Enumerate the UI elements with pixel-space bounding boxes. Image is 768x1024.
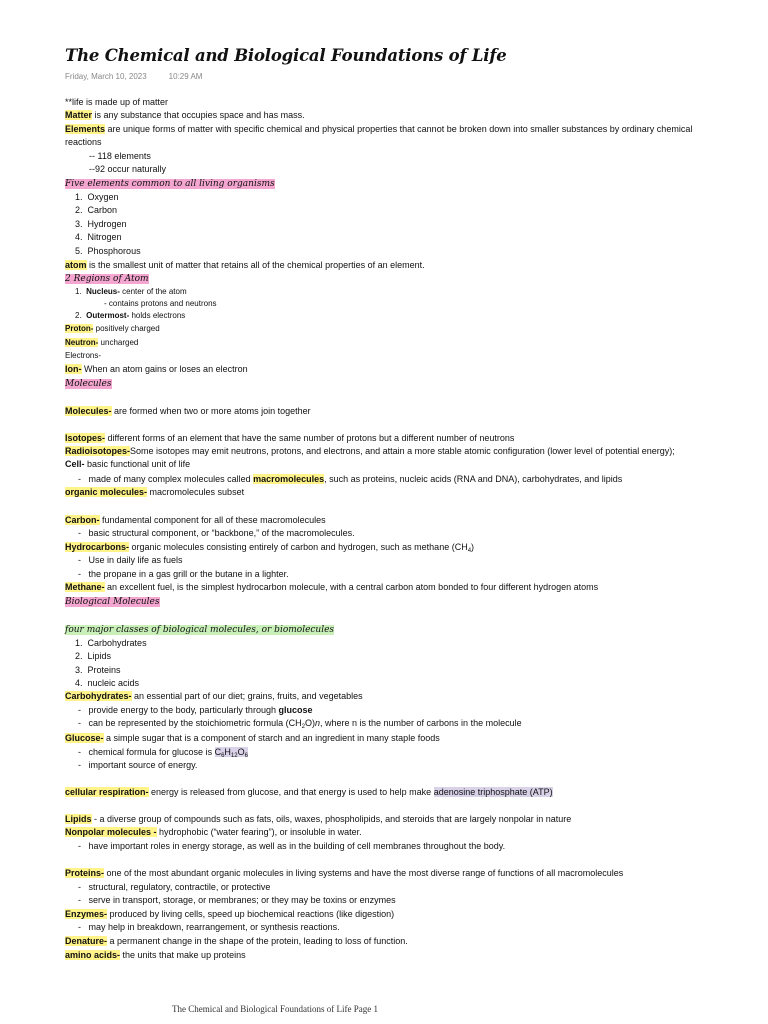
- four-classes-heading: [65, 623, 334, 636]
- list-number: 2.: [75, 311, 82, 320]
- proteins-line: [65, 867, 623, 879]
- list-text: Hydrogen: [87, 219, 127, 229]
- outermost-text: holds electrons: [129, 311, 186, 320]
- bullet-text: structural, regulatory, contractile, or protective: [88, 882, 271, 892]
- proton-text: positively charged: [93, 324, 160, 333]
- radioisotopes-text: Some isotopes may emit neutrons, protons, and electrons, and attain a more stable atomic configuration (lower level of potential energy);: [130, 446, 675, 456]
- bullet-dash: -: [78, 841, 81, 851]
- enzymes-bullet: [78, 921, 340, 933]
- atom-term: atom: [65, 260, 87, 270]
- methane-term: Methane-: [65, 582, 105, 592]
- denature-term: Denature-: [65, 936, 108, 946]
- macromolecules-term: macromolecules: [253, 474, 325, 484]
- hydrocarbons-line: [65, 541, 474, 553]
- carbon-text: fundamental component for all of these macromolecules: [99, 515, 326, 525]
- bullet-dash: -: [78, 718, 81, 728]
- lipids-text: - a diverse group of compounds such as fats, oils, waxes, phospholipids, and steroids that are largely nonpolar in nature: [91, 814, 572, 824]
- list-text: Nitrogen: [87, 232, 122, 242]
- bullet-dash: -: [78, 882, 81, 892]
- isotopes-term: Isotopes-: [65, 433, 106, 443]
- proton-line: [65, 323, 160, 335]
- subscript: 6: [244, 753, 248, 759]
- proton-term: Proton-: [65, 324, 94, 333]
- list-item: [75, 204, 117, 216]
- region-outermost: [75, 310, 185, 322]
- glucose-text: a simple sugar that is a component of starch and an ingredient in many staple foods: [103, 733, 440, 743]
- list-item: [75, 231, 122, 243]
- region-nucleus: [75, 286, 187, 298]
- glucose-line: [65, 732, 440, 744]
- list-number: 4.: [75, 678, 83, 688]
- list-item: [75, 650, 111, 662]
- list-item: [75, 245, 141, 257]
- molecules-heading-text: Molecules: [65, 379, 112, 389]
- hydrocarbons-text: organic molecules consisting entirely of carbon and hydrogen, such as methane (CH: [129, 542, 468, 552]
- list-number: 1.: [75, 287, 82, 296]
- hydrocarbons-end: ): [471, 542, 475, 552]
- cell-term: Cell-: [65, 459, 85, 469]
- carbohydrates-bullet-1: [78, 704, 312, 716]
- list-item: [75, 637, 147, 649]
- list-number: 1.: [75, 192, 83, 202]
- elements-text: are unique forms of matter with specific chemical and physical properties that cannot be broken down into smaller substances by ordinary chemical: [105, 124, 693, 134]
- list-item: [75, 664, 121, 676]
- respiration-term: cellular respiration-: [65, 787, 149, 797]
- regions-heading: [65, 272, 149, 285]
- carbohydrates-line: [65, 690, 363, 702]
- atp-term: adenosine triphosphate (ATP): [433, 787, 553, 797]
- ion-term: Ion-: [65, 364, 82, 374]
- cell-bullet-text: made of many complex molecules called: [88, 474, 254, 484]
- formula-part: O: [237, 747, 245, 757]
- carbon-term: Carbon-: [65, 515, 100, 525]
- matter-text: is any substance that occupies space and has mass.: [92, 110, 305, 120]
- enzymes-term: Enzymes-: [65, 909, 108, 919]
- carbon-bullet: [78, 527, 355, 539]
- list-number: 3.: [75, 219, 83, 229]
- amino-term: amino acids-: [65, 950, 121, 960]
- atom-line: [65, 259, 425, 271]
- page-date: Friday, March 10, 2023: [65, 72, 147, 81]
- glucose-bold: glucose: [278, 705, 313, 715]
- page-time: 10:29 AM: [168, 72, 203, 81]
- bullet-text: may help in breakdown, rearrangement, or synthesis reactions.: [88, 922, 340, 932]
- elements-sub-1: -- 118 elements: [89, 151, 151, 161]
- radioisotopes-term: Radioisotopes-: [65, 446, 131, 456]
- lipids-term: Lipids: [65, 814, 92, 824]
- hydrocarbons-bullet-2: [78, 568, 289, 580]
- respiration-text: energy is released from glucose, and that energy is used to help make: [148, 787, 434, 797]
- bullet-dash: -: [78, 895, 81, 905]
- list-number: 2.: [75, 205, 83, 215]
- glucose-bullet-1: [78, 746, 248, 758]
- nucleus-term: Nucleus-: [86, 287, 120, 296]
- bullet-dash: -: [78, 528, 81, 538]
- bullet-text: the propane in a gas grill or the butane in a lighter.: [88, 569, 289, 579]
- list-text: Proteins: [87, 665, 121, 675]
- regions-heading-text: 2 Regions of Atom: [65, 274, 149, 284]
- list-text: Lipids: [87, 651, 112, 661]
- molecules-term: Molecules-: [65, 406, 112, 416]
- glucose-formula: [215, 747, 248, 757]
- elements-line: [65, 123, 692, 135]
- list-text: Carbon: [87, 205, 118, 215]
- bio-heading-text: Biological Molecules: [65, 597, 160, 607]
- four-classes-heading-text: four major classes of biological molecules, or biomolecules: [65, 625, 335, 635]
- nonpolar-bullet: [78, 840, 505, 852]
- formula-part: H: [224, 747, 231, 757]
- isotopes-line: [65, 432, 514, 444]
- page-footer: The Chemical and Biological Foundations of Life Page 1: [172, 1004, 378, 1014]
- bullet-text: Use in daily life as fuels: [88, 555, 183, 565]
- denature-line: [65, 935, 408, 947]
- hydrocarbons-bullet-1: [78, 554, 183, 566]
- list-item: [75, 218, 127, 230]
- nonpolar-term: Nonpolar molecules -: [65, 827, 157, 837]
- bullet-dash: -: [78, 747, 81, 757]
- list-number: 2.: [75, 651, 83, 661]
- neutron-term: Neutron-: [65, 338, 99, 347]
- molecules-heading: [65, 377, 112, 390]
- glucose-term: Glucose-: [65, 733, 104, 743]
- ion-line: [65, 363, 248, 375]
- bullet-text: chemical formula for glucose is: [88, 747, 215, 757]
- list-text: Oxygen: [87, 192, 119, 202]
- bullet-dash: -: [78, 922, 81, 932]
- bullet-text-end: , where n is the number of carbons in the molecule: [319, 718, 522, 728]
- list-text: Carbohydrates: [87, 638, 147, 648]
- neutron-text: uncharged: [98, 338, 139, 347]
- matter-term: Matter: [65, 110, 93, 120]
- bullet-dash: -: [78, 705, 81, 715]
- outermost-term: Outermost-: [86, 311, 130, 320]
- list-number: 3.: [75, 665, 83, 675]
- enzymes-line: [65, 908, 394, 920]
- hydrocarbons-term: Hydrocarbons-: [65, 542, 130, 552]
- organic-text: macromolecules subset: [147, 487, 245, 497]
- carbohydrates-bullet-2: [78, 717, 522, 729]
- amino-line: [65, 949, 246, 961]
- bullet-text: serve in transport, storage, or membranes; or they may be toxins or enzymes: [88, 895, 396, 905]
- carbon-bullet-text: basic structural component, or “backbone,” of the macromolecules.: [88, 528, 355, 538]
- proteins-bullet-2: [78, 894, 396, 906]
- subscript: 4: [467, 548, 472, 554]
- enzymes-text: produced by living cells, speed up biochemical reactions (like digestion): [107, 909, 395, 919]
- cell-bullet-end: , such as proteins, nucleic acids (RNA and DNA), carbohydrates, and lipids: [324, 474, 623, 484]
- subscript: 2: [301, 724, 305, 730]
- subscript: 6: [221, 753, 225, 759]
- list-text: nucleic acids: [87, 678, 140, 688]
- nucleus-text: center of the atom: [119, 287, 187, 296]
- respiration-line: [65, 786, 553, 798]
- page-timestamp: [65, 72, 202, 81]
- molecules-line: [65, 405, 311, 417]
- cell-bullet: [78, 473, 622, 485]
- atom-text: is the smallest unit of matter that retains all of the chemical properties of an element.: [86, 260, 425, 270]
- list-number: 4.: [75, 232, 83, 242]
- region-nucleus-sub: - contains protons and neutrons: [104, 299, 217, 308]
- elements-term: Elements: [65, 124, 106, 134]
- cell-text: basic functional unit of life: [84, 459, 191, 469]
- list-number: 1.: [75, 638, 83, 648]
- page-title: The Chemical and Biological Foundations of Life: [65, 46, 507, 65]
- organic-term: organic molecules-: [65, 487, 148, 497]
- bio-heading: [65, 595, 160, 608]
- denature-text: a permanent change in the shape of the protein, leading to loss of function.: [107, 936, 408, 946]
- elements-line-cont: reactions: [65, 137, 102, 147]
- nonpolar-line: [65, 826, 362, 838]
- bullet-dash: -: [78, 474, 81, 484]
- bullet-dash: -: [78, 760, 81, 770]
- cell-line: [65, 458, 190, 470]
- elements-sub-2: --92 occur naturally: [89, 164, 167, 174]
- molecules-text: are formed when two or more atoms join together: [111, 406, 311, 416]
- carbon-line: [65, 514, 326, 526]
- bullet-text: important source of energy.: [88, 760, 198, 770]
- bullet-dash: -: [78, 555, 81, 565]
- formula-italic: n: [314, 718, 320, 728]
- formula-part: O): [304, 718, 315, 728]
- carbohydrates-term: Carbohydrates-: [65, 691, 132, 701]
- proteins-text: one of the most abundant organic molecules in living systems and have the most diverse range of functions of all macromolecules: [104, 868, 624, 878]
- subscript: 12: [230, 753, 238, 759]
- bullet-text: provide energy to the body, particularly through: [88, 705, 279, 715]
- intro-line: **life is made up of matter: [65, 97, 169, 107]
- bullet-text: have important roles in energy storage, as well as in the building of cell membranes throughout the body.: [88, 841, 506, 851]
- proteins-bullet-1: [78, 881, 270, 893]
- proteins-term: Proteins-: [65, 868, 105, 878]
- bullet-dash: -: [78, 569, 81, 579]
- organic-line: [65, 486, 244, 498]
- five-elements-heading-text: Five elements common to all living organisms: [65, 179, 275, 189]
- list-number: 5.: [75, 246, 83, 256]
- ion-text: When an atom gains or loses an electron: [81, 364, 248, 374]
- isotopes-text: different forms of an element that have the same number of protons but a different number of neutrons: [105, 433, 515, 443]
- bullet-text: can be represented by the stoichiometric formula (CH: [88, 718, 302, 728]
- formula-part: C: [214, 747, 222, 757]
- lipids-line: [65, 813, 571, 825]
- methane-text: an excellent fuel, is the simplest hydrocarbon molecule, with a central carbon atom bonded to four different hydrogen atoms: [104, 582, 599, 592]
- electrons-line: Electrons-: [65, 351, 102, 360]
- amino-text: the units that make up proteins: [120, 950, 246, 960]
- list-item: [75, 191, 119, 203]
- neutron-line: [65, 337, 138, 349]
- five-elements-heading: [65, 177, 275, 190]
- list-item: [75, 677, 139, 689]
- methane-line: [65, 581, 598, 593]
- list-text: Phosphorous: [87, 246, 141, 256]
- matter-line: [65, 109, 305, 121]
- carbohydrates-text: an essential part of our diet; grains, fruits, and vegetables: [131, 691, 363, 701]
- radioisotopes-line: [65, 445, 675, 457]
- nonpolar-text: hydrophobic (“water fearing”), or insoluble in water.: [156, 827, 362, 837]
- glucose-bullet-2: [78, 759, 197, 771]
